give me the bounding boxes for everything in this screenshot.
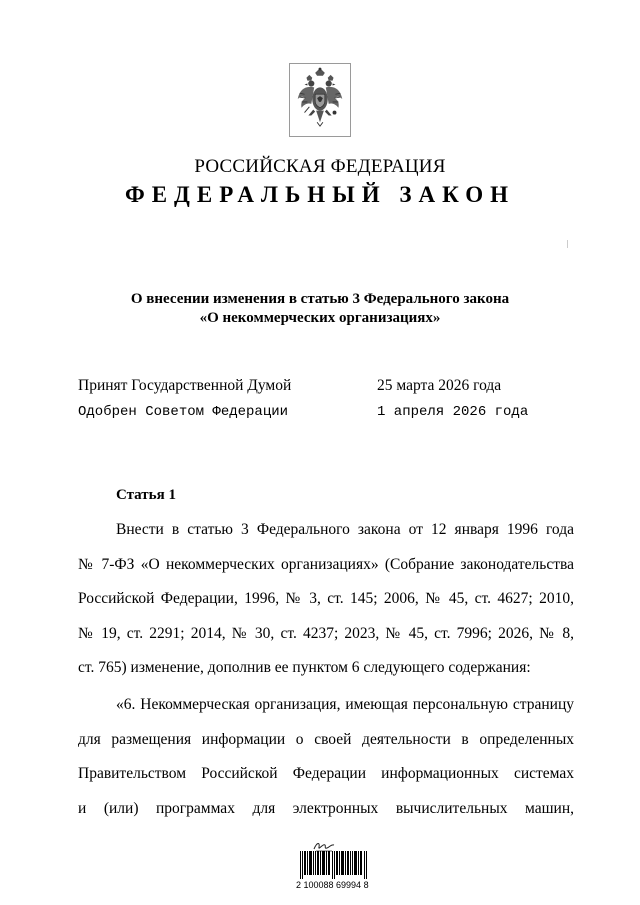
paragraph-line: Российской Федерации, 1996, № 3, ст. 145; 2006, № 45, ст. 4627; 2010, — [78, 590, 574, 607]
document-type: ФЕДЕРАЛЬНЫЙ ЗАКОН — [124, 182, 516, 207]
paragraph-line: для размещения информации о своей деятельности в определенных — [78, 730, 574, 748]
paragraph-line: «6. Некоммерческая организация, имеющая персональную страницу — [116, 696, 574, 713]
law-title-line-1: О внесении изменения в статью 3 Федерального закона — [130, 291, 510, 307]
article-heading: Статья 1 — [116, 487, 176, 503]
paragraph-line: Внести в статью 3 Федерального закона от 12 января 1996 года — [116, 521, 574, 538]
approval-row-federation-council — [0, 404, 640, 424]
article-paragraph-1 — [78, 513, 574, 686]
law-title-line-2: «О некоммерческих организациях» — [199, 310, 441, 326]
paragraph-line: № 7-ФЗ «О некоммерческих организациях» (Собрание законодательства — [78, 555, 574, 573]
paragraph-line: ст. 765) изменение, дополнив ее пунктом 6 следующего содержания: — [78, 659, 531, 676]
paragraph-line: № 19, ст. 2291; 2014, № 30, ст. 4237; 2023, № 45, ст. 7996; 2026, № 8, — [78, 624, 574, 642]
approval-row-duma — [0, 377, 640, 397]
paragraph-line: Правительством Российской Федерации информационных системах — [78, 765, 574, 782]
approval-date: 25 марта 2026 года — [377, 377, 502, 394]
barcode-number: 2 100088 69994 8 — [296, 880, 369, 890]
paragraph-line: и (или) программах для электронных вычислительных машин, — [78, 799, 574, 817]
country-name: РОССИЙСКАЯ ФЕДЕРАЦИЯ — [194, 156, 446, 177]
approval-label: Принят Государственной Думой — [78, 377, 292, 394]
approval-label: Одобрен Советом Федерации — [78, 404, 289, 420]
barcode-icon — [300, 851, 368, 879]
approval-date: 1 апреля 2026 года — [377, 404, 529, 420]
article-paragraph-2 — [78, 688, 574, 826]
law-title — [0, 290, 640, 328]
scan-artifact — [567, 240, 568, 248]
coat-of-arms-icon — [289, 63, 351, 137]
